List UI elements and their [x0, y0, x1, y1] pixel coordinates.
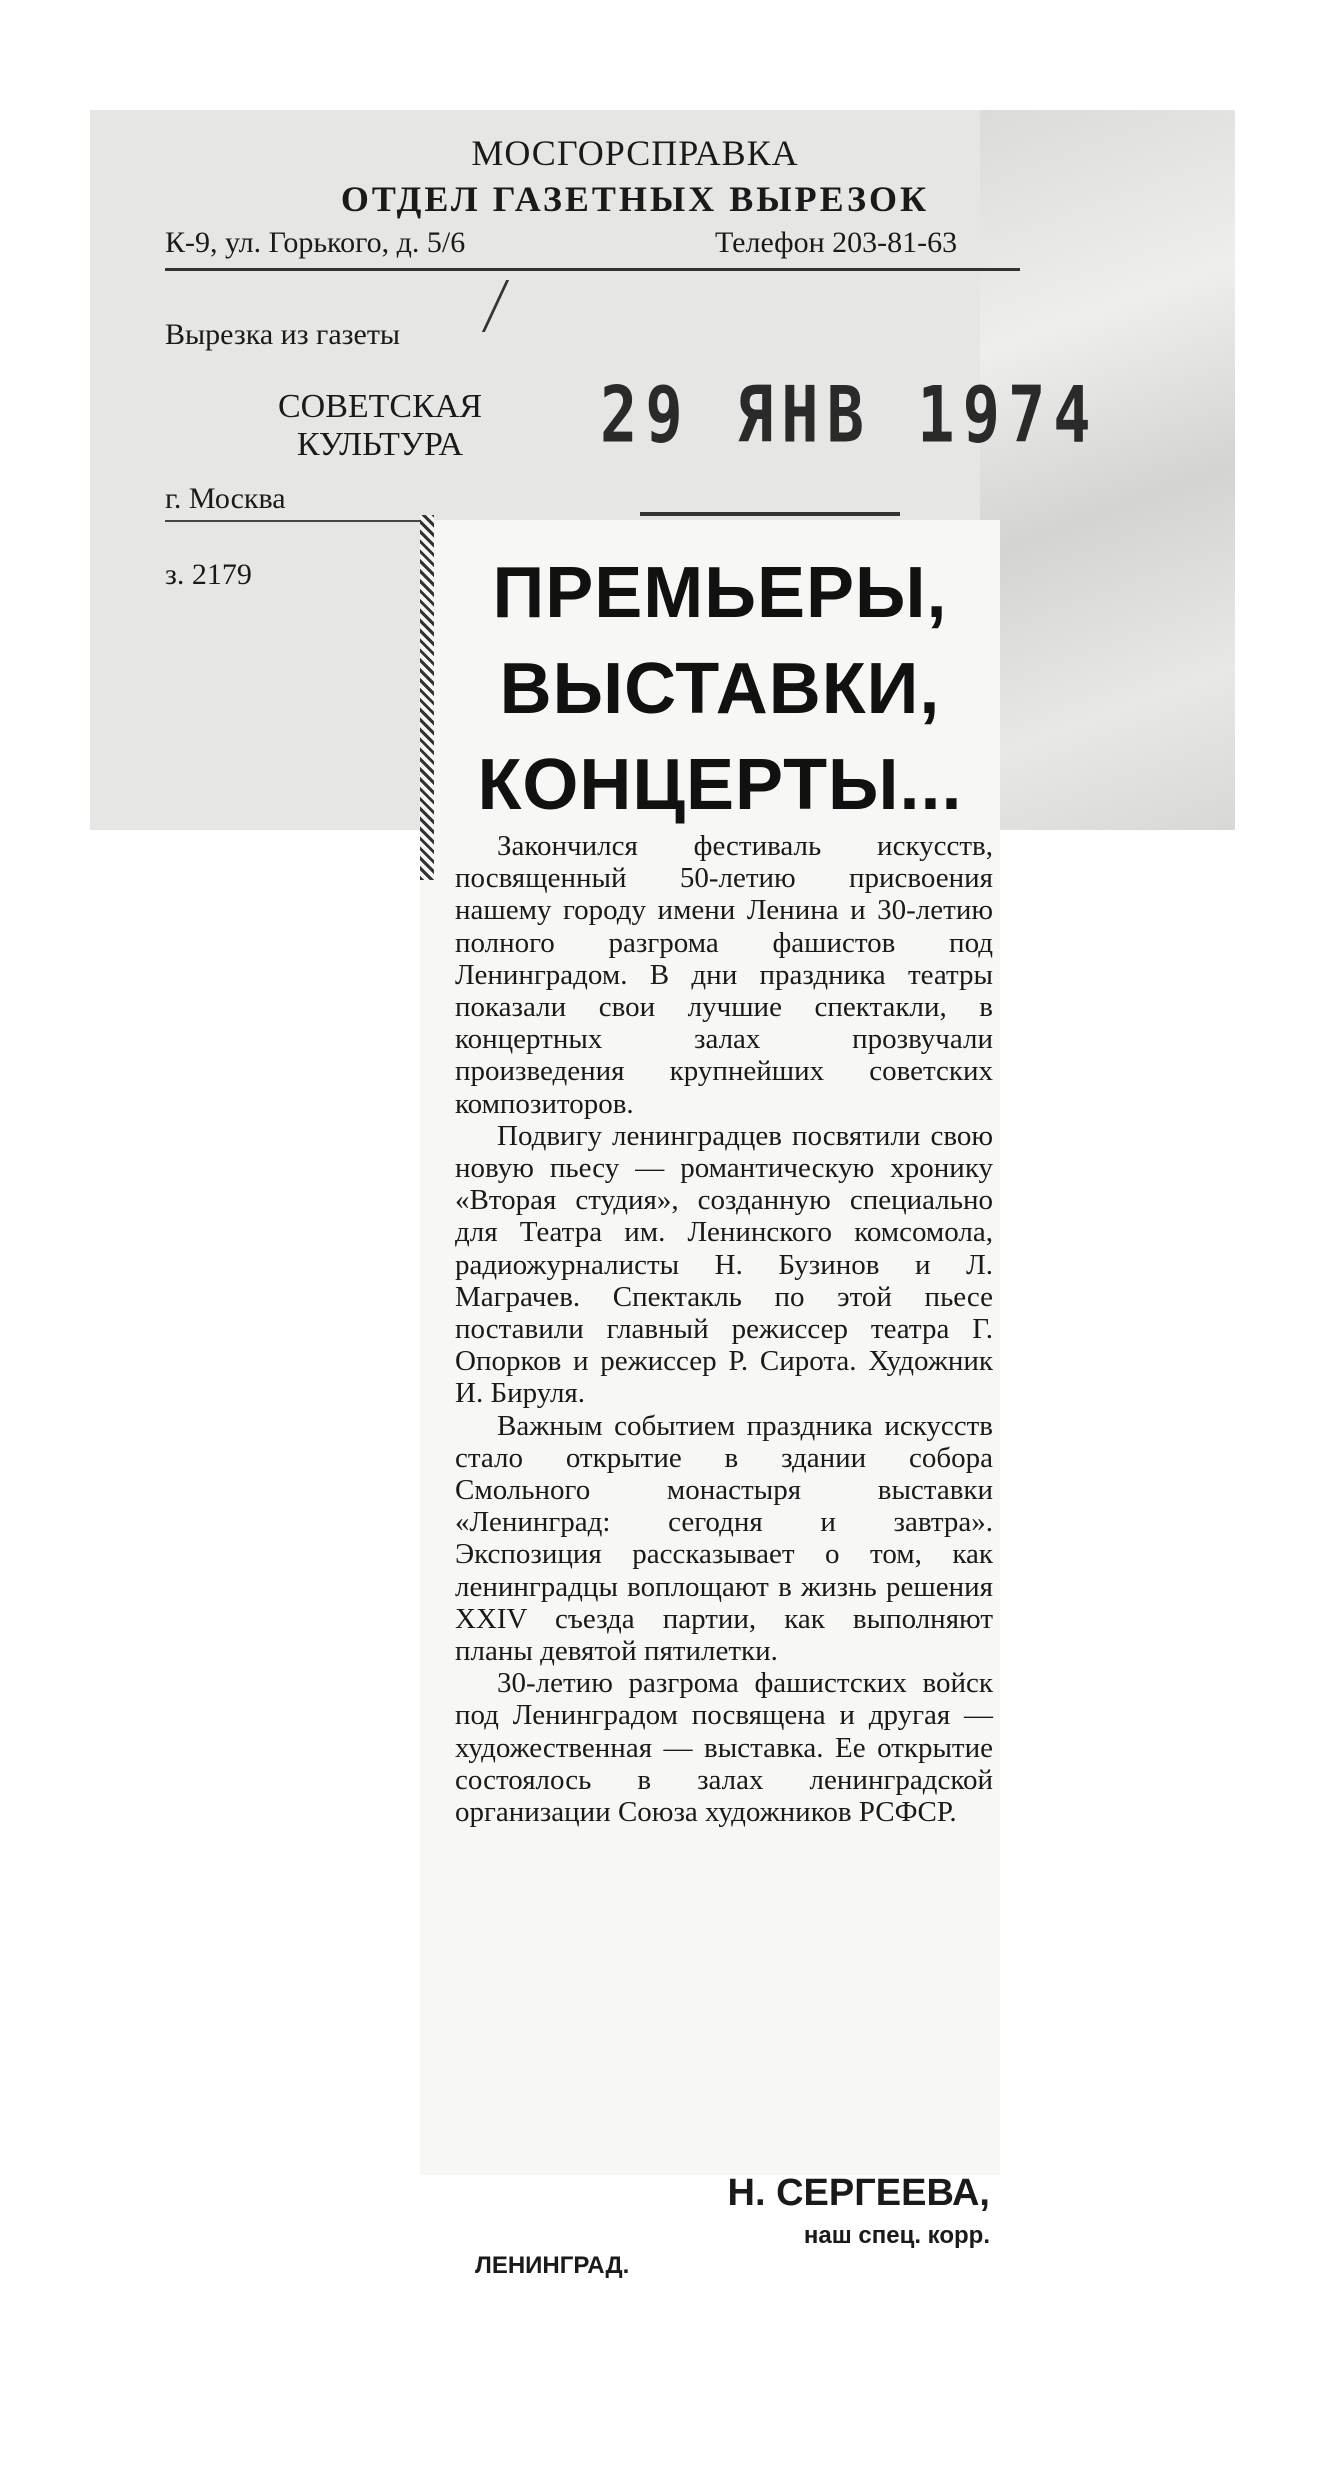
- article-paragraph: Важным событием праздника искусств стало открытие в здании собора Смольного монастыря выставки «Ленинград: сегодня и завтра». Экспозиция рассказывает о том, как ленинградцы воплощают в жизнь решения XXIV съезда партии, как выполняют планы девятой пятилетки.: [455, 1409, 993, 1668]
- form-stain: [980, 110, 1235, 830]
- author-role: наш спец. корр.: [803, 2222, 990, 2249]
- city-label: г. Москва: [165, 482, 286, 515]
- article-author: Н. СЕРГЕЕВА,: [727, 2172, 990, 2214]
- agency-address: К-9, ул. Горького, д. 5/6: [165, 226, 466, 259]
- agency-name: МОСГОРСПРАВКА: [471, 133, 799, 173]
- department-name: ОТДЕЛ ГАЗЕТНЫХ ВЫРЕЗОК: [340, 179, 930, 219]
- header-rule: [165, 268, 1020, 271]
- article-paragraph: Подвигу ленинградцев посвятили свою новую пьесу — романтическую хронику «Вторая студия», созданную специально для Театра им. Ленинского комсомола, радиожурналисты Н. Бузинов и Л. Маграчев. Спектакль по этой пьесе поставили главный режиссер театра Г. Опорков и режиссер Р. Сирота. Художник И. Бируля.: [455, 1119, 993, 1410]
- date-stamp: 29 ЯНВ 1974: [600, 368, 1099, 461]
- order-number: з. 2179: [165, 558, 252, 591]
- cutting-from-label: Вырезка из газеты: [165, 318, 401, 351]
- newspaper-name: СОВЕТСКАЯ КУЛЬТУРА: [277, 388, 483, 463]
- article-dateline: ЛЕНИНГРАД.: [475, 2252, 630, 2279]
- article-headline: ПРЕМЬЕРЫ, ВЫСТАВКИ, КОНЦЕРТЫ...: [477, 553, 963, 825]
- agency-phone: Телефон 203-81-63: [715, 226, 958, 259]
- article-paragraph: 30-летию разгрома фашистских войск под Ленинградом посвящена и другая — художественная — выставка. Ее открытие состоялось в залах ленинградской организации Союза художников РСФСР.: [455, 1667, 993, 1829]
- headline-rule: [640, 512, 900, 516]
- clipping-hatched-edge: [420, 515, 434, 880]
- article-body: [455, 830, 993, 1828]
- article-paragraph: Закончился фестиваль искусств, посвященный 50-летию присвоения нашему городу имени Ленина и 30-летию полного разгрома фашистов под Ленинградом. В дни праздника театры показали свои лучшие спектакли, в концертных залах прозвучали произведения крупнейших советских композиторов.: [455, 830, 993, 1120]
